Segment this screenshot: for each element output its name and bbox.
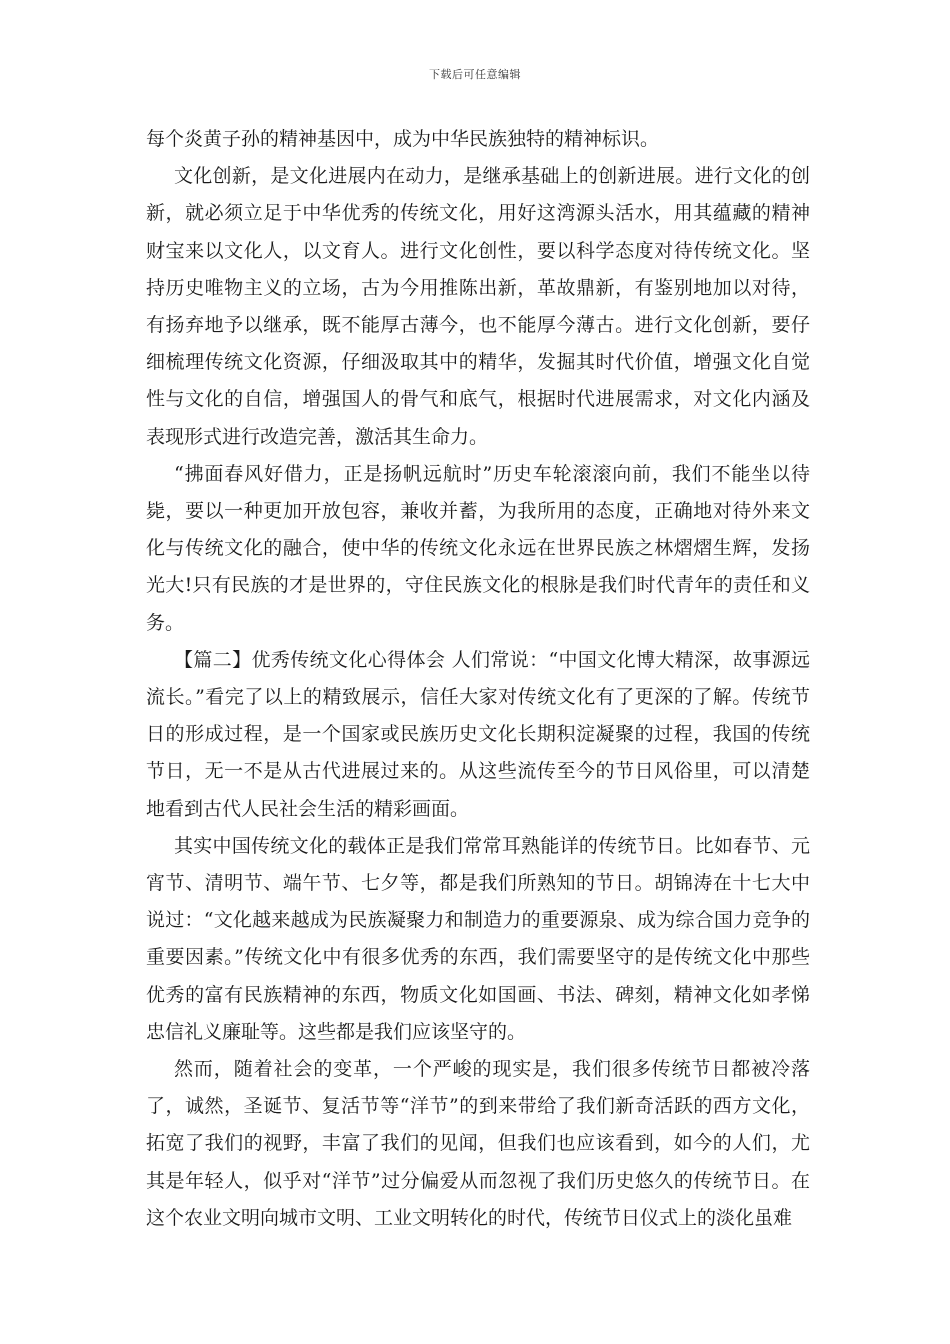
document-body [146, 121, 810, 1237]
paragraph-5: 其实中国传统文化的载体正是我们常常耳熟能详的传统节日。比如春节、元宵节、清明节、端午节、七夕等，都是我们所熟知的节日。胡锦涛在十七大中说过：“文化越来越成为民族凝聚力和制造力的重要源泉、成为综合国力竞争的重要因素。”传统文化中有很多优秀的东西，我们需要坚守的是传统文化中那些优秀的富有民族精神的东西，物质文化如国画、书法、碑刻，精神文化如孝悌忠信礼义廉耻等。这些都是我们应该坚守的。 [146, 834, 810, 1043]
page-header: 下载后可任意编辑 [429, 68, 521, 81]
paragraph-2: 文化创新，是文化进展内在动力，是继承基础上的创新进展。进行文化的创新，就必须立足于中华优秀的传统文化，用好这湾源头活水，用其蕴藏的精神财宝来以文化人，以文育人。进行文化创性，要以科学态度对待传统文化。坚持历史唯物主义的立场，古为今用推陈出新，革故鼎新，有鉴别地加以对待，有扬弃地予以继承，既不能厚古薄今，也不能厚今薄古。进行文化创新，要仔细梳理传统文化资源，仔细汲取其中的精华，发掘其时代价值，增强文化自觉性与文化的自信，增强国人的骨气和底气，根据时代进展需求，对文化内涵及表现形式进行改造完善，激活其生命力。 [146, 165, 810, 448]
paragraph-1: 每个炎黄子孙的精神基因中，成为中华民族独特的精神标识。 [146, 128, 660, 150]
paragraph-6: 然而，随着社会的变革，一个严峻的现实是，我们很多传统节日都被冷落了，诚然，圣诞节、复活节等“洋节”的到来带给了我们新奇活跃的西方文化，拓宽了我们的视野，丰富了我们的见闻，但我们也应该看到，如今的人们，尤其是年轻人，似乎对“洋节”过分偏爱从而忽视了我们历史悠久的传统节日。在这个农业文明向城市文明、工业文明转化的时代，传统节日仪式上的淡化虽难 [146, 1058, 810, 1229]
paragraph-3: “拂面春风好借力，正是扬帆远航时”历史车轮滚滚向前，我们不能坐以待毙，要以一种更加开放包容，兼收并蓄，为我所用的态度，正确地对待外来文化与传统文化的融合，使中华的传统文化永远在世界民族之林熠熠生辉，发扬光大!只有民族的才是世界的，守住民族文化的根脉是我们时代青年的责任和义务。 [146, 462, 810, 634]
paragraph-4: 【篇二】优秀传统文化心得体会 人们常说：“中国文化博大精深，故事源远流长。”看完了以上的精致展示，信任大家对传统文化有了更深的了解。传统节日的形成过程，是一个国家或民族历史文化长期积淀凝聚的过程，我国的传统节日，无一不是从古代进展过来的。从这些流传至今的节日风俗里，可以清楚地看到古代人民社会生活的精彩画面。 [146, 648, 810, 820]
